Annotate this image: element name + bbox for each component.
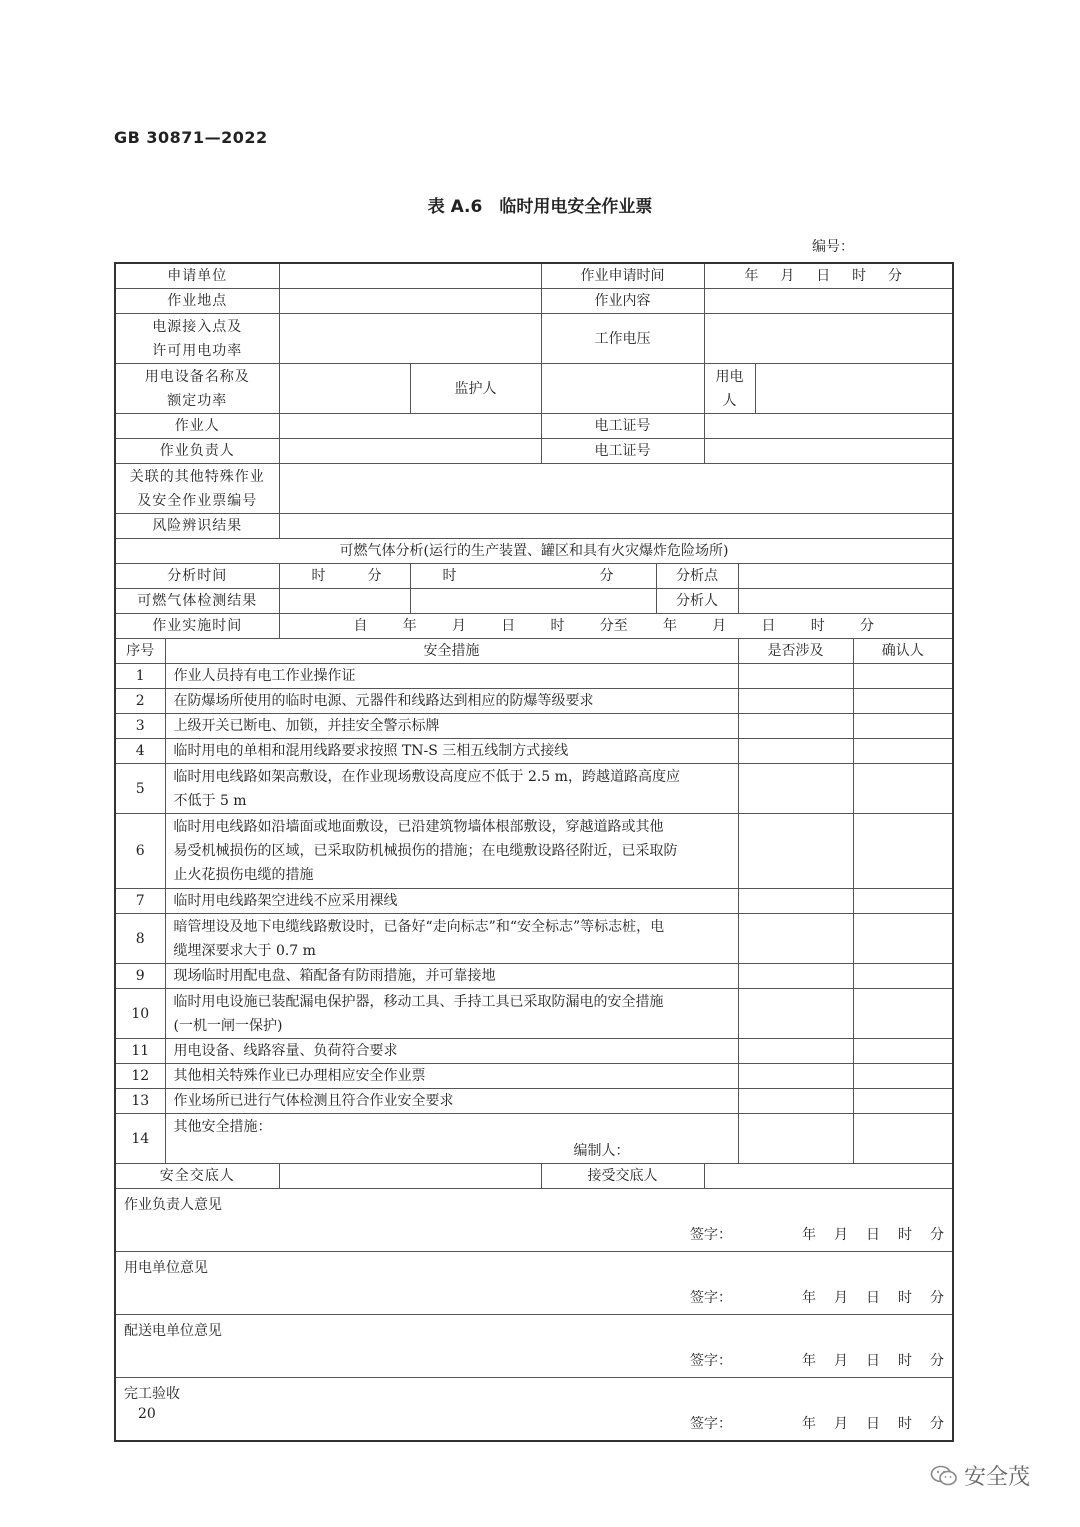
field-location[interactable] — [279, 289, 541, 314]
measure-confirmer-cell[interactable] — [853, 764, 953, 814]
measure-confirmer-cell[interactable] — [853, 1114, 953, 1164]
measure-involved-cell[interactable] — [738, 964, 853, 989]
label-location: 作业地点 — [115, 289, 279, 314]
date-unit-day: 日 — [866, 1416, 881, 1432]
measure-text — [165, 1114, 738, 1164]
label-analysis-time: 分析时间 — [115, 564, 279, 589]
measure-number: 12 — [115, 1064, 165, 1089]
measure-number: 8 — [115, 914, 165, 964]
measure-row — [115, 964, 953, 989]
measure-line: 其他安全措施： — [173, 1118, 272, 1135]
measure-confirmer-cell[interactable] — [853, 689, 953, 714]
opinion-row — [115, 1315, 953, 1378]
measure-line: 易受机械损伤的区域，已采取防机械损伤的措施；在电缆敷设路径附近，已采取防 — [173, 843, 678, 859]
measure-number: 1 — [115, 664, 165, 689]
measure-text — [165, 739, 738, 764]
opinion-cell[interactable] — [115, 1252, 953, 1315]
field-related[interactable] — [279, 464, 953, 514]
opinion-cell[interactable] — [115, 1189, 953, 1252]
measure-text — [165, 714, 738, 739]
measure-line: 在防爆场所使用的临时电源、元器件和线路达到相应的防爆等级要求 — [173, 693, 594, 709]
measure-text — [165, 914, 738, 964]
measure-text — [165, 1039, 738, 1064]
compiler-label: 编制人： — [573, 1142, 630, 1159]
row-equipment — [115, 364, 953, 414]
measure-text — [165, 814, 738, 889]
measure-row — [115, 1089, 953, 1114]
measure-involved-cell[interactable] — [738, 989, 853, 1039]
measure-row — [115, 664, 953, 689]
measure-line: 临时用电线路如沿墙面或地面敷设，已沿建筑物墙体根部敷设，穿越道路或其他 — [173, 819, 664, 835]
opinion-label: 完工验收 — [124, 1386, 180, 1402]
label-content: 作业内容 — [541, 289, 704, 314]
measure-number: 14 — [115, 1114, 165, 1164]
measure-row — [115, 739, 953, 764]
label-voltage: 工作电压 — [541, 314, 704, 364]
label-risk: 风险辨识结果 — [115, 514, 279, 539]
field-analysis-time-1[interactable]: 时 分 — [279, 564, 410, 589]
measure-number: 5 — [115, 764, 165, 814]
measure-involved-cell[interactable] — [738, 764, 853, 814]
opinion-row — [115, 1252, 953, 1315]
date-unit-day: 日 — [866, 1353, 881, 1369]
measure-row — [115, 1064, 953, 1089]
measure-text — [165, 889, 738, 914]
label-analyst: 分析人 — [656, 589, 738, 614]
row-work-time — [115, 614, 953, 639]
date-unit-minute: 分 — [930, 1290, 945, 1306]
label-gas-analysis: 可燃气体分析(运行的生产装置、罐区和具有火灾爆炸危险场所) — [115, 539, 953, 564]
field-leader[interactable] — [279, 439, 541, 464]
measure-row — [115, 989, 953, 1039]
field-content[interactable] — [704, 289, 953, 314]
measure-number: 2 — [115, 689, 165, 714]
row-gas-analysis-header — [115, 539, 953, 564]
measure-row — [115, 889, 953, 914]
header-seq: 序号 — [115, 639, 165, 664]
measure-row — [115, 714, 953, 739]
measure-row — [115, 814, 953, 889]
row-gas-result — [115, 589, 953, 614]
measure-row — [115, 1114, 953, 1164]
measure-text — [165, 1089, 738, 1114]
row-worker — [115, 414, 953, 439]
header-involved: 是否涉及 — [738, 639, 853, 664]
row-related — [115, 464, 953, 514]
date-unit-month: 月 — [834, 1290, 849, 1306]
label-apply-time: 作业申请时间 — [541, 263, 704, 289]
date-unit-hour: 时 — [898, 1416, 913, 1432]
table-title: 表 A.6 临时用电安全作业票 — [427, 197, 653, 217]
measure-row — [115, 689, 953, 714]
measure-line: 缆埋深要求大于 0.7 m — [173, 942, 316, 959]
date-unit-month: 月 — [834, 1416, 849, 1432]
date-unit-hour: 时 — [898, 1227, 913, 1243]
measure-text — [165, 689, 738, 714]
measure-confirmer-cell[interactable] — [853, 664, 953, 689]
label-analysis-point: 分析点 — [656, 564, 738, 589]
measure-confirmer-cell[interactable] — [853, 964, 953, 989]
field-equipment[interactable] — [279, 364, 410, 414]
label-guardian: 监护人 — [410, 364, 541, 414]
row-leader — [115, 439, 953, 464]
field-work-time[interactable]: 自 年 月 日 时 分至 年 月 日 时 分 — [279, 614, 953, 639]
row-risk — [115, 514, 953, 539]
measure-confirmer-cell[interactable] — [853, 914, 953, 964]
measure-involved-cell[interactable] — [738, 1114, 853, 1164]
measure-confirmer-cell[interactable] — [853, 1064, 953, 1089]
field-worker-cert[interactable] — [704, 414, 953, 439]
date-unit-year: 年 — [802, 1416, 817, 1432]
measure-line: 上级开关已断电、加锁，并挂安全警示标牌 — [173, 718, 440, 734]
date-unit-minute: 分 — [930, 1416, 945, 1432]
date-unit-month: 月 — [834, 1353, 849, 1369]
measure-line: 临时用电线路如架高敷设，在作业现场敷设高度应不低于 2.5 m，跨越道路高度应 — [173, 768, 680, 785]
row-location — [115, 289, 953, 314]
field-gas-result-2[interactable] — [410, 589, 656, 614]
field-apply-unit[interactable] — [279, 263, 541, 289]
serial-number-label: 编号： — [812, 239, 854, 255]
standard-number: GB 30871—2022 — [114, 128, 268, 147]
measure-number: 10 — [115, 989, 165, 1039]
field-user[interactable] — [755, 364, 953, 414]
measure-line: 暗管埋设及地下电缆线路敷设时，已备好“走向标志”和“安全标志”等标志桩，电 — [173, 918, 665, 935]
measure-involved-cell[interactable] — [738, 1089, 853, 1114]
field-briefer[interactable] — [279, 1164, 541, 1189]
opinion-row — [115, 1189, 953, 1252]
measure-line: 作业场所已进行气体检测且符合作业安全要求 — [173, 1093, 454, 1109]
measure-involved-cell[interactable] — [738, 689, 853, 714]
measure-number: 13 — [115, 1089, 165, 1114]
field-gas-result-1[interactable] — [279, 589, 410, 614]
measure-number: 9 — [115, 964, 165, 989]
measure-involved-cell[interactable] — [738, 1039, 853, 1064]
measure-row — [115, 1039, 953, 1064]
label-apply-unit: 申请单位 — [115, 263, 279, 289]
opinion-cell[interactable] — [115, 1315, 953, 1378]
measure-number: 6 — [115, 814, 165, 889]
measure-involved-cell[interactable] — [738, 889, 853, 914]
measure-number: 7 — [115, 889, 165, 914]
field-leader-cert[interactable] — [704, 439, 953, 464]
measure-number: 3 — [115, 714, 165, 739]
label-gas-result: 可燃气体检测结果 — [115, 589, 279, 614]
opinion-label: 作业负责人意见 — [124, 1197, 222, 1213]
signature-label: 签字： — [690, 1416, 733, 1432]
signature-label: 签字： — [690, 1227, 733, 1243]
date-unit-minute: 分 — [930, 1353, 945, 1369]
measure-text — [165, 1064, 738, 1089]
row-apply-unit — [115, 263, 953, 289]
field-voltage[interactable] — [704, 314, 953, 364]
measure-number: 4 — [115, 739, 165, 764]
measure-involved-cell[interactable] — [738, 1064, 853, 1089]
measure-line: 临时用电设施已装配漏电保护器，移动工具、手持工具已采取防漏电的安全措施 — [173, 993, 664, 1010]
label-worker: 作业人 — [115, 414, 279, 439]
label-leader-cert: 电工证号 — [541, 439, 704, 464]
measure-line: 临时用电的单相和混用线路要求按照 TN-S 三相五线制方式接线 — [173, 743, 569, 759]
label-receiver: 接受交底人 — [541, 1164, 704, 1189]
label-power-point: 电源接入点及 许可用电功率 — [115, 314, 279, 364]
field-worker[interactable] — [279, 414, 541, 439]
measure-line: 止火花损伤电缆的措施 — [173, 867, 314, 883]
work-permit-table — [114, 262, 954, 1442]
header-confirmer: 确认人 — [853, 639, 953, 664]
field-receiver[interactable] — [704, 1164, 953, 1189]
signature-label: 签字： — [690, 1353, 733, 1369]
watermark — [930, 1460, 1030, 1491]
measure-number: 11 — [115, 1039, 165, 1064]
opinion-label: 配送电单位意见 — [124, 1323, 222, 1339]
label-equipment: 用电设备名称及 额定功率 — [115, 364, 279, 414]
field-analyst[interactable] — [738, 589, 953, 614]
opinion-label: 用电单位意见 — [124, 1260, 208, 1276]
measure-line: 用电设备、线路容量、负荷符合要求 — [173, 1043, 398, 1059]
measure-line: 不低于 5 m — [173, 792, 247, 809]
signature-label: 签字： — [690, 1290, 733, 1306]
measure-row — [115, 914, 953, 964]
measure-text — [165, 764, 738, 814]
row-power-point — [115, 314, 953, 364]
label-worker-cert: 电工证号 — [541, 414, 704, 439]
measure-involved-cell[interactable] — [738, 914, 853, 964]
field-analysis-point[interactable] — [738, 564, 953, 589]
date-unit-day: 日 — [866, 1290, 881, 1306]
measure-confirmer-cell[interactable] — [853, 739, 953, 764]
date-unit-month: 月 — [834, 1227, 849, 1243]
date-unit-minute: 分 — [930, 1227, 945, 1243]
measure-involved-cell[interactable] — [738, 664, 853, 689]
date-unit-year: 年 — [802, 1353, 817, 1369]
measure-confirmer-cell[interactable] — [853, 989, 953, 1039]
measure-text — [165, 664, 738, 689]
page-number: 20 — [138, 1406, 156, 1422]
measure-involved-cell[interactable] — [738, 814, 853, 889]
measure-line: 作业人员持有电工作业操作证 — [173, 668, 356, 684]
wechat-icon — [930, 1465, 958, 1487]
date-unit-year: 年 — [802, 1290, 817, 1306]
field-analysis-time-2[interactable]: 时 分 — [410, 564, 656, 589]
measure-involved-cell[interactable] — [738, 714, 853, 739]
date-unit-day: 日 — [866, 1227, 881, 1243]
row-briefing — [115, 1164, 953, 1189]
header-measures: 安全措施 — [165, 639, 738, 664]
measure-line: 其他相关特殊作业已办理相应安全作业票 — [173, 1068, 426, 1084]
date-unit-year: 年 — [802, 1227, 817, 1243]
field-guardian[interactable] — [541, 364, 704, 414]
label-briefer: 安全交底人 — [115, 1164, 279, 1189]
label-related: 关联的其他特殊作业 及安全作业票编号 — [115, 464, 279, 514]
field-apply-time[interactable]: 年 月 日 时 分 — [704, 263, 953, 289]
opinion-cell[interactable] — [115, 1378, 953, 1442]
date-unit-hour: 时 — [898, 1353, 913, 1369]
measure-row — [115, 764, 953, 814]
measure-confirmer-cell[interactable] — [853, 889, 953, 914]
measure-confirmer-cell[interactable] — [853, 814, 953, 889]
measure-text — [165, 964, 738, 989]
row-measures-header — [115, 639, 953, 664]
measure-text — [165, 989, 738, 1039]
field-power-point[interactable] — [279, 314, 541, 364]
label-leader: 作业负责人 — [115, 439, 279, 464]
label-work-time: 作业实施时间 — [115, 614, 279, 639]
row-analysis-time — [115, 564, 953, 589]
measure-confirmer-cell[interactable] — [853, 714, 953, 739]
measure-involved-cell[interactable] — [738, 739, 853, 764]
measure-line: (一机一闸一保护) — [173, 1017, 283, 1034]
measure-confirmer-cell[interactable] — [853, 1089, 953, 1114]
date-unit-hour: 时 — [898, 1290, 913, 1306]
measure-confirmer-cell[interactable] — [853, 1039, 953, 1064]
field-risk[interactable] — [279, 514, 953, 539]
label-user: 用电人 — [704, 364, 755, 414]
measure-line: 临时用电线路架空进线不应采用裸线 — [173, 893, 398, 909]
watermark-text: 安全茂 — [964, 1465, 1031, 1490]
measure-line: 现场临时用配电盘、箱配备有防雨措施，并可靠接地 — [173, 968, 496, 984]
opinion-row — [115, 1378, 953, 1442]
